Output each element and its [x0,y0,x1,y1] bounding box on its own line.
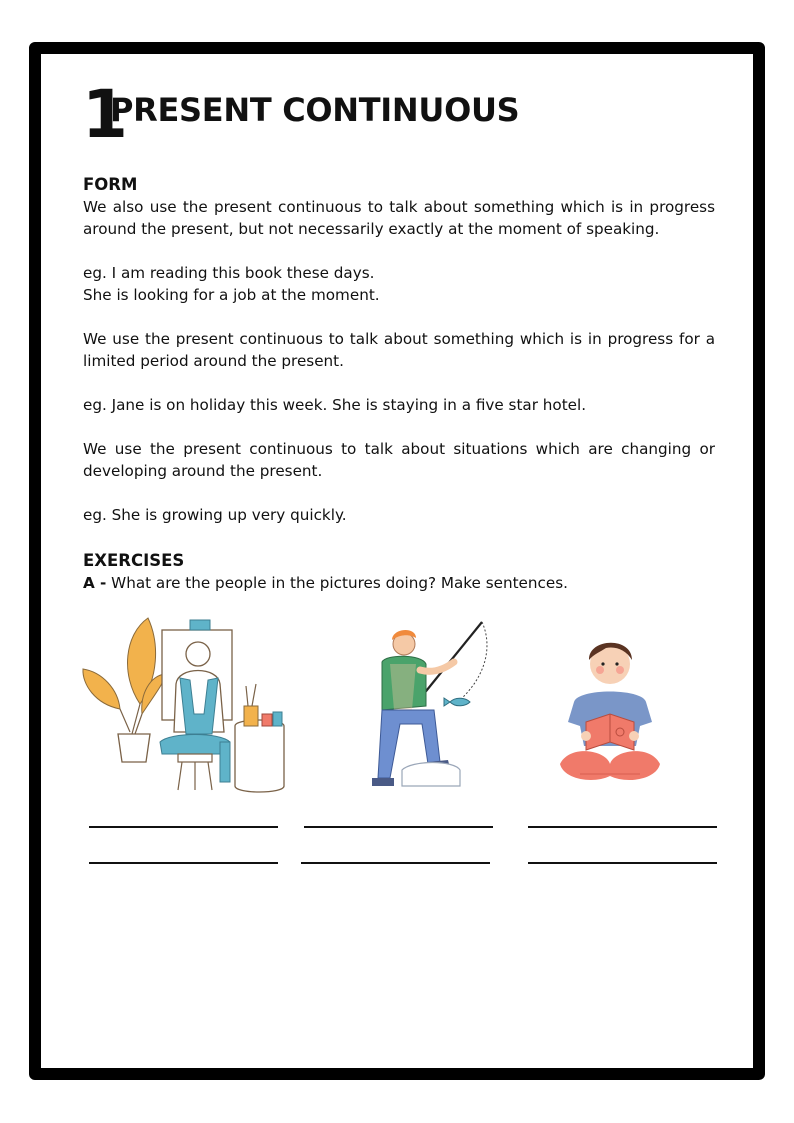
form-paragraph-1: We also use the present continuous to talk about something which is in progress around the present, but not necessarily exactly at the moment of speaking. [83,198,715,238]
form-heading: FORM [83,175,138,194]
answer-line-3-1[interactable] [528,826,717,828]
answer-line-1-2[interactable] [89,862,278,864]
pictures-row [80,614,720,794]
fisherman-illustration [342,614,502,794]
answer-line-2-1[interactable] [304,826,493,828]
answer-line-2-2[interactable] [301,862,490,864]
exercise-label: A - [83,574,107,592]
answer-line-1-1[interactable] [89,826,278,828]
answer-line-3-2[interactable] [528,862,717,864]
exercise-instruction [83,572,715,594]
painter-illustration [80,614,290,794]
reading-boy-illustration [556,614,666,794]
page-title: PRESENT CONTINUOUS [110,91,520,129]
exercise-instruction-text: What are the people in the pictures doing? Make sentences. [106,574,568,592]
content [83,174,715,594]
form-paragraph-3: We use the present continuous to talk about situations which are changing or developing around the present. [83,440,715,480]
example-2: eg. Jane is on holiday this week. She is staying in a five star hotel. [83,396,587,414]
exercises-heading: EXERCISES [83,551,185,570]
example-1a: eg. I am reading this book these days. [83,264,375,282]
form-paragraph-2: We use the present continuous to talk about something which is in progress for a limited period around the present. [83,330,715,370]
example-1b: She is looking for a job at the moment. [83,286,380,304]
example-3: eg. She is growing up very quickly. [83,506,347,524]
chapter-number: 1 [82,76,126,153]
